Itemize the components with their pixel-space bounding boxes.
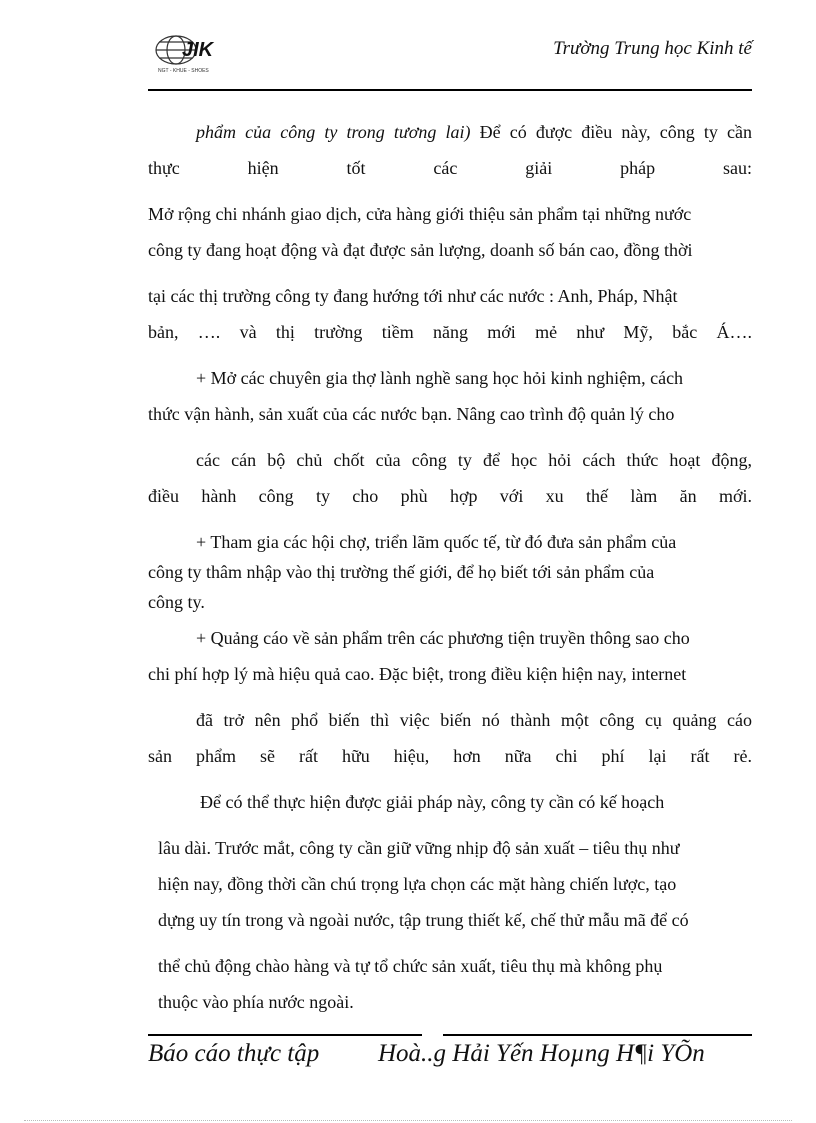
logo-text: JIK [182, 39, 214, 61]
text-line: sản phẩm sẽ rất hữu hiệu, hơn nữa chi phí lại rất rẻ. [148, 746, 752, 766]
text-line: thức vận hành, sản xuất của các nước bạn. Nâng cao trình độ quản lý cho [148, 404, 675, 424]
text-line: thực hiện tốt các giải pháp sau: [148, 158, 752, 178]
text-line [196, 121, 752, 143]
text-fragment: Để có được điều này, công ty cần [470, 122, 752, 142]
footer-report-label: Báo cáo thực tập [148, 1040, 320, 1067]
logo-subtext: NGT - KHUE - SHOES [158, 68, 209, 74]
company-logo [152, 32, 222, 74]
text-line: bản, …. và thị trường tiềm năng mới mẻ như Mỹ, bắc Á…. [148, 322, 752, 342]
text-line: + Mở các chuyên gia thợ lành nghề sang học hỏi kinh nghiệm, cách [196, 368, 684, 388]
text-line: tại các thị trường công ty đang hướng tới như các nước : Anh, Pháp, Nhật [148, 286, 678, 306]
text-line: + Quảng cáo về sản phẩm trên các phương tiện truyền thông sao cho [196, 628, 690, 648]
italic-fragment: phẩm của công ty trong tương lai) [196, 122, 471, 142]
text-line: lâu dài. Trước mắt, công ty cần giữ vững nhịp độ sản xuất – tiêu thụ như [158, 838, 680, 858]
text-line: hiện nay, đồng thời cần chú trọng lựa chọn các mặt hàng chiến lược, tạo [158, 874, 677, 894]
text-line: + Tham gia các hội chợ, triển lãm quốc tế, từ đó đưa sản phẩm của [196, 532, 677, 552]
footer-author: Hoà..g Hải Yến Hoµng H¶i YÕn [378, 1040, 705, 1067]
text-line: Để có thể thực hiện được giải pháp này, công ty cần có kế hoạch [200, 792, 665, 812]
text-line: đã trở nên phổ biến thì việc biến nó thành một công cụ quảng cáo [196, 710, 752, 730]
text-line: dựng uy tín trong và ngoài nước, tập trung thiết kế, chế thử mẫu mã để có [158, 910, 689, 930]
header-rule [148, 89, 752, 91]
text-line: thuộc vào phía nước ngoài. [158, 992, 354, 1012]
text-line: các cán bộ chủ chốt của công ty để học hỏi cách thức hoạt động, [196, 450, 752, 470]
page-edge-divider [24, 1120, 792, 1121]
text-line: điều hành công ty cho phù hợp với xu thế làm ăn mới. [148, 486, 752, 506]
text-line: công ty. [148, 592, 205, 612]
text-line: công ty thâm nhập vào thị trường thế giới, để họ biết tới sản phẩm của [148, 562, 655, 582]
footer-rule-left [148, 1034, 422, 1036]
header-title: Trường Trung học Kinh tế [553, 38, 752, 59]
footer-rule-right [443, 1034, 752, 1036]
text-line: chi phí hợp lý mà hiệu quả cao. Đặc biệt, trong điều kiện hiện nay, internet [148, 664, 687, 684]
text-line: thể chủ động chào hàng và tự tổ chức sản xuất, tiêu thụ mà không phụ [158, 956, 663, 976]
text-line: Mở rộng chi nhánh giao dịch, cửa hàng giới thiệu sản phẩm tại những nước [148, 204, 692, 224]
text-line: công ty đang hoạt động và đạt được sản lượng, doanh số bán cao, đồng thời [148, 240, 693, 260]
